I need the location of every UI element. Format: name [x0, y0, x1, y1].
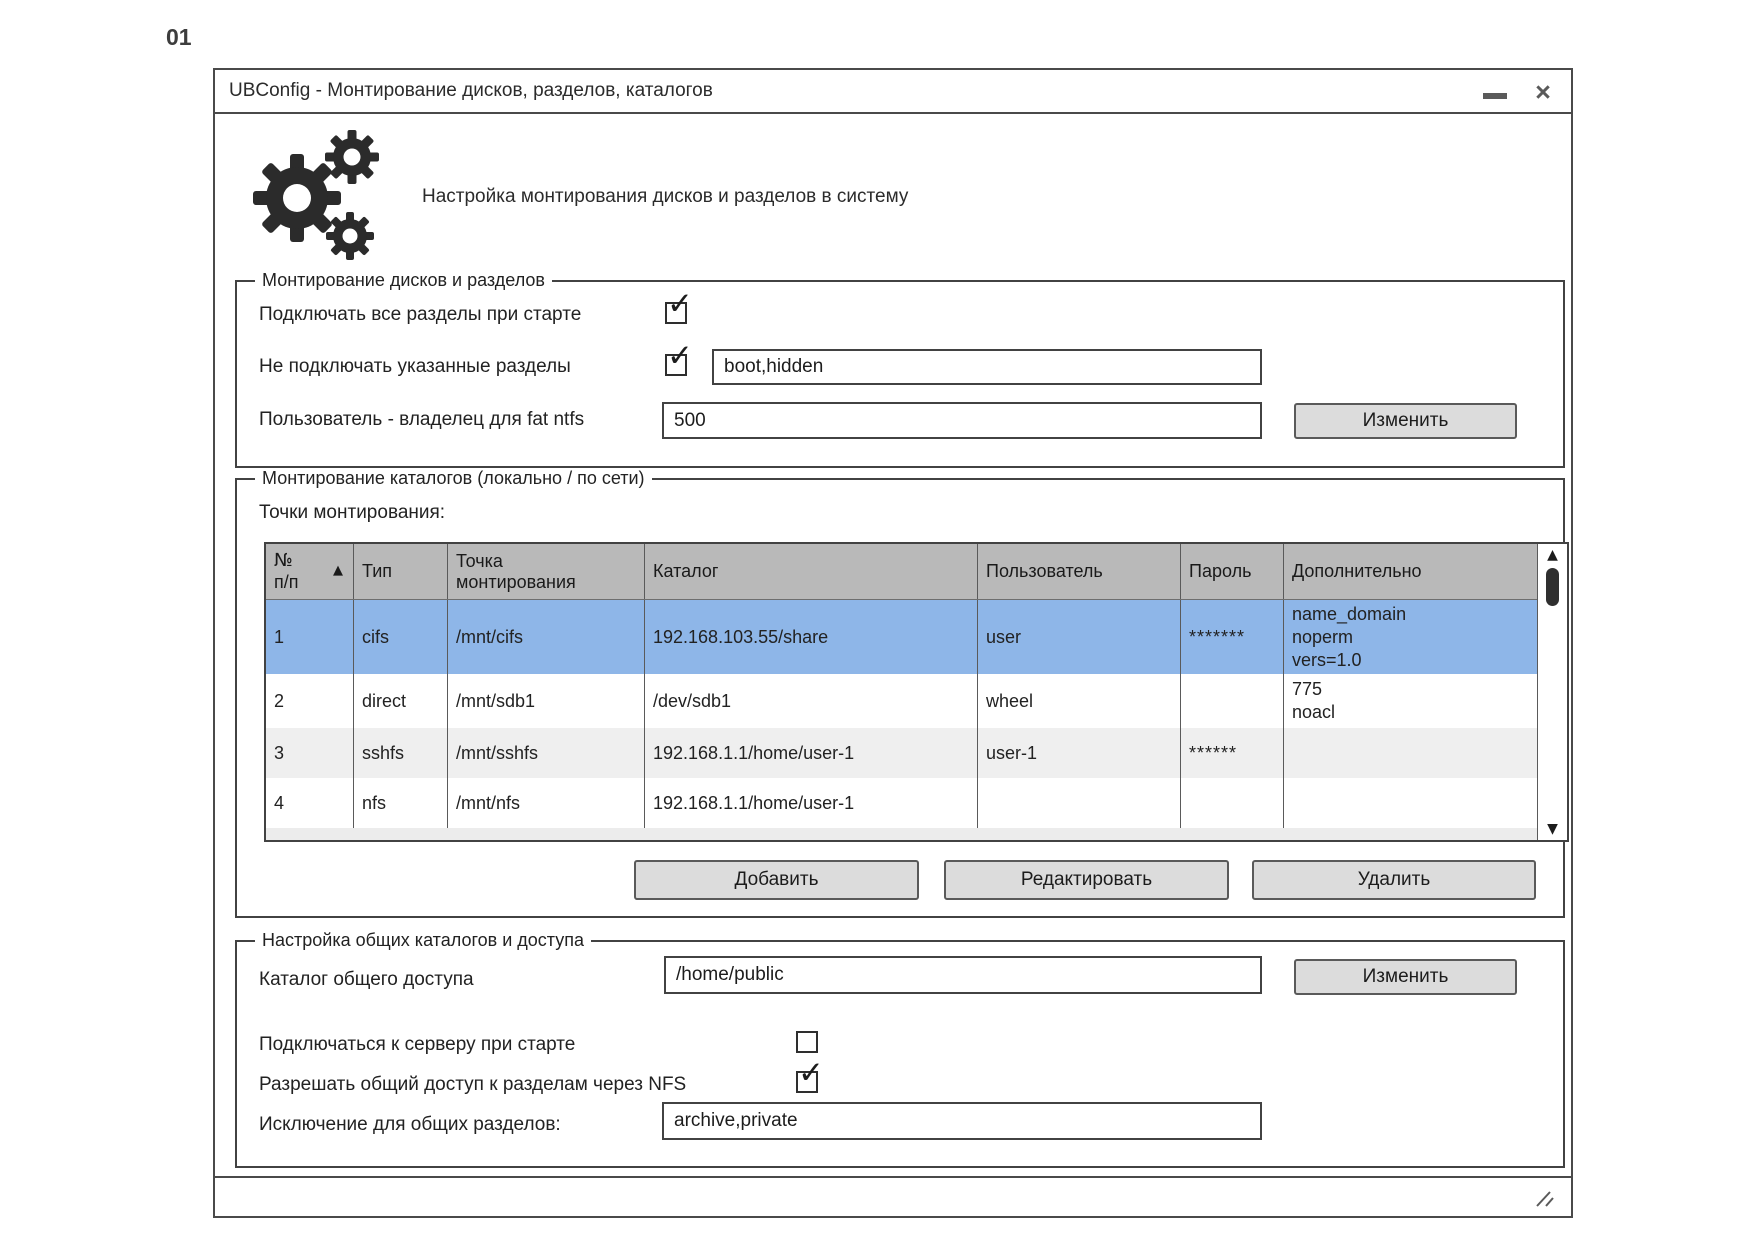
group-share	[235, 930, 1565, 1168]
mount-all-checkbox[interactable]	[665, 286, 693, 324]
table-row-partial	[266, 828, 1537, 840]
scroll-down-icon[interactable]: ▼	[1547, 821, 1558, 837]
check-icon: ✓	[667, 286, 693, 322]
connect-on-start-label: Подключаться к серверу при старте	[259, 1034, 576, 1055]
sort-ascending-icon: ▲	[333, 563, 343, 579]
app-subtitle: Настройка монтирования дисков и разделов в систему	[422, 186, 909, 207]
column-header-user[interactable]: Пользователь	[978, 544, 1181, 599]
allow-nfs-checkbox[interactable]	[796, 1055, 824, 1093]
mount-all-label: Подключать все разделы при старте	[259, 304, 582, 325]
column-header-extra[interactable]: Дополнительно	[1292, 561, 1422, 582]
allow-nfs-label: Разрешать общий доступ к разделам через NFS	[259, 1074, 687, 1095]
mount-points-table	[264, 542, 1569, 842]
column-header-point[interactable]: Точка монтирования	[448, 544, 645, 599]
owner-label: Пользователь - владелец для fat ntfs	[259, 409, 585, 430]
resize-grip-icon[interactable]	[1535, 1190, 1557, 1208]
owner-input[interactable]	[662, 402, 1262, 439]
group-catalogs	[235, 468, 1565, 918]
exclude-partitions-label: Не подключать указанные разделы	[259, 356, 571, 377]
share-dir-input[interactable]	[664, 956, 1262, 994]
titlebar	[215, 70, 1571, 114]
delete-button[interactable]: Удалить	[1252, 860, 1536, 900]
statusbar	[215, 1176, 1571, 1216]
minimize-icon	[1483, 93, 1507, 99]
scrollbar-thumb[interactable]	[1546, 568, 1559, 606]
column-header-catalog[interactable]: Каталог	[645, 544, 978, 599]
connect-on-start-checkbox[interactable]	[796, 1031, 818, 1053]
share-exception-label: Исключение для общих разделов:	[259, 1114, 561, 1135]
edit-button[interactable]: Редактировать	[944, 860, 1229, 900]
exclude-partitions-checkbox[interactable]	[665, 338, 693, 376]
window-title: UBConfig - Монтирование дисков, разделов, каталогов	[229, 80, 713, 101]
table-row[interactable]: 4 nfs /mnt/nfs 192.168.1.1/home/user-1	[266, 778, 1537, 828]
check-icon: ✓	[667, 338, 693, 374]
group-share-legend: Настройка общих каталогов и доступа	[255, 930, 591, 951]
group-disks-legend: Монтирование дисков и разделов	[255, 270, 552, 291]
exclude-partitions-input[interactable]	[712, 349, 1262, 385]
column-header-type[interactable]: Тип	[354, 544, 448, 599]
gears-icon	[251, 128, 389, 267]
scroll-up-icon[interactable]: ▲	[1547, 547, 1558, 563]
column-header-password[interactable]: Пароль	[1181, 544, 1284, 599]
minimize-button[interactable]	[1477, 70, 1513, 114]
close-button[interactable]	[1525, 70, 1561, 114]
table-row[interactable]: 2 direct /mnt/sdb1 /dev/sdb1 wheel 775 noacl	[266, 674, 1537, 728]
table-row-selected[interactable]: 1 cifs /mnt/cifs 192.168.103.55/share user ******* name_domain noperm vers=1.0	[266, 600, 1537, 674]
share-dir-label: Каталог общего доступа	[259, 969, 474, 990]
check-icon: ✓	[798, 1055, 824, 1091]
close-icon: ×	[1535, 76, 1551, 107]
group-disks	[235, 270, 1565, 468]
group-catalogs-legend: Монтирование каталогов (локально / по сети)	[255, 468, 652, 489]
mount-points-label: Точки монтирования:	[259, 502, 446, 523]
share-exception-input[interactable]	[662, 1102, 1262, 1140]
ubconfig-window	[213, 68, 1573, 1218]
page-number-label: 01	[166, 24, 192, 50]
add-button[interactable]: Добавить	[634, 860, 919, 900]
change-owner-button[interactable]: Изменить	[1294, 403, 1517, 439]
change-share-dir-button[interactable]: Изменить	[1294, 959, 1517, 995]
table-row[interactable]: 3 sshfs /mnt/sshfs 192.168.1.1/home/user-1 user-1 ******	[266, 728, 1537, 778]
column-header-num[interactable]: № п/п ▲	[266, 544, 354, 599]
table-scrollbar[interactable]	[1537, 544, 1567, 840]
table-header-row	[266, 544, 1537, 600]
